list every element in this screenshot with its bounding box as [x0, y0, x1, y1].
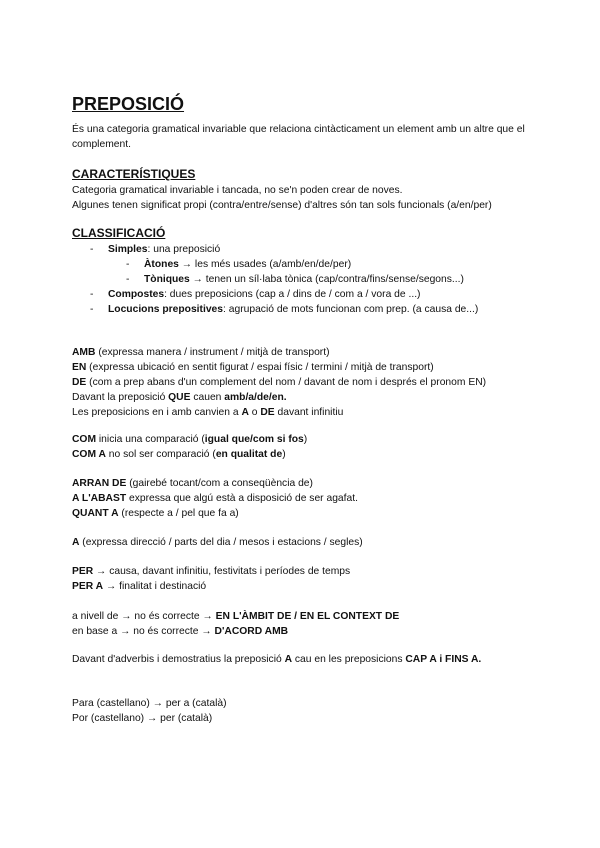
line-per-a [72, 579, 542, 594]
line-com-a [72, 447, 542, 462]
line-abast [72, 491, 542, 506]
term-que: QUE [168, 392, 191, 403]
section-usos [72, 345, 542, 420]
text-com-a: no sol ser comparació ( [105, 449, 216, 460]
line-per [72, 564, 542, 579]
section-com [72, 432, 542, 462]
classificacio-list [72, 242, 542, 317]
list-item-simples [72, 242, 542, 287]
line-por: Por (castellano) → per (català) [72, 713, 213, 724]
text-atones: → les més usades (a/amb/en/de/per) [178, 259, 352, 270]
list-item-locucions [72, 302, 542, 317]
term-atones: Àtones [144, 259, 179, 270]
intro-text: És una categoria gramatical invariable que relaciona cintàcticament un element amb un altre que el complement. [72, 124, 525, 150]
text-com-a-end: ) [282, 449, 286, 460]
text-com: inicia una comparació ( [96, 434, 205, 445]
term-com: COM [72, 434, 97, 445]
caracteristiques-line-1: Categoria gramatical invariable i tancada, no se'n poden crear de noves. [72, 185, 403, 196]
text-abast: expressa que algú està a disposició de ser agafat. [126, 493, 358, 504]
text-nivell: a nivell de → no és correcte → [72, 611, 216, 622]
bold-adverbis: CAP A i FINS A. [405, 654, 482, 665]
caracteristiques-line-2: Algunes tenen significat propi (contra/entre/sense) d'altres són tan sols funcionals (a/en/per) [72, 200, 492, 211]
term-en: EN [72, 362, 87, 373]
line-canvien [72, 405, 542, 420]
line-de [72, 375, 542, 390]
term-toniques: Tòniques [144, 274, 190, 285]
line-adverbis [72, 652, 542, 667]
line-a [72, 535, 542, 550]
text-en: (expressa ubicació en sentit figurat / espai físic / termini / mitjà de transport) [86, 362, 434, 373]
term-amb: AMB [72, 347, 96, 358]
text-de: (com a prep abans d'un complement del nom / davant de nom i després el pronom EN) [86, 377, 487, 388]
term-compostes: Compostes [108, 289, 165, 300]
term-de: DE [72, 377, 87, 388]
line-arran [72, 476, 542, 491]
term-canvien-a: A [241, 407, 249, 418]
list-item-toniques [108, 272, 542, 287]
line-davant-que [72, 390, 542, 405]
section-arran [72, 476, 542, 521]
text-canvien-o: o [248, 407, 261, 418]
section-classificacio [72, 225, 542, 317]
section-adverbis [72, 652, 542, 667]
heading-caracteristiques: CARACTERÍSTIQUES [72, 167, 196, 181]
text-quant: (respecte a / pel que fa a) [118, 508, 239, 519]
text-canvien-pre: Les preposicions en i amb canvien a [72, 407, 242, 418]
bold-nivell: EN L'ÀMBIT DE / EN EL CONTEXT DE [215, 611, 400, 622]
section-caracteristiques [72, 166, 542, 213]
term-a: A [72, 537, 80, 548]
bold-com: igual que/com si fos [204, 434, 304, 445]
section-a [72, 535, 542, 550]
list-item-atones [108, 257, 542, 272]
text-amb: (expressa manera / instrument / mitjà de transport) [95, 347, 330, 358]
section-castella [72, 696, 542, 726]
term-per-a: PER A [72, 581, 104, 592]
text-per: → causa, davant infinitiu, festivitats i períodes de temps [93, 566, 351, 577]
line-en [72, 360, 542, 375]
term-quant: QUANT A [72, 508, 119, 519]
list-item-compostes [72, 287, 542, 302]
text-davant-mid: cauen [190, 392, 225, 403]
line-quant [72, 506, 542, 521]
line-base [72, 624, 542, 639]
text-simples: : una preposició [147, 244, 221, 255]
line-nivell [72, 609, 542, 624]
line-amb [72, 345, 542, 360]
term-per: PER [72, 566, 94, 577]
text-a: (expressa direcció / parts del dia / mesos i estacions / segles) [79, 537, 363, 548]
term-adverbis-a: A [284, 654, 293, 665]
line-para: Para (castellano) → per a (català) [72, 698, 227, 709]
heading-classificacio: CLASSIFICACIÓ [72, 226, 166, 240]
bold-base: D'ACORD AMB [214, 626, 289, 637]
text-toniques: → tenen un síl·laba tònica (cap/contra/fins/sense/segons...) [189, 274, 464, 285]
text-locucions: : agrupació de mots funcionan com prep. (a causa de...) [223, 304, 479, 315]
text-canvien-post: davant infinitiu [274, 407, 344, 418]
text-compostes: : dues preposicions (cap a / dins de / com a / vora de ...) [164, 289, 421, 300]
term-arran: ARRAN DE [72, 478, 127, 489]
text-arran: (gairebé tocant/com a conseqüència de) [126, 478, 313, 489]
term-canvien-de: DE [260, 407, 275, 418]
text-adverbis-mid: cau en les preposicions [292, 654, 406, 665]
bold-com-a: en qualitat de [215, 449, 283, 460]
text-base: en base a → no és correcte → [72, 626, 215, 637]
term-abast: A L'ABAST [72, 493, 127, 504]
line-com [72, 432, 542, 447]
page-title: PREPOSICIÓ [72, 94, 185, 114]
text-davant-pre: Davant la preposició [72, 392, 169, 403]
text-per-a: → finalitat i destinació [103, 581, 207, 592]
intro-paragraph [72, 122, 542, 152]
text-adverbis-pre: Davant d'adverbis i demostratius la preposició [72, 654, 285, 665]
term-davant-list: amb/a/de/en. [224, 392, 287, 403]
term-locucions: Locucions prepositives [108, 304, 224, 315]
simples-sublist [108, 257, 542, 287]
text-com-end: ) [303, 434, 308, 445]
term-simples: Simples [108, 244, 148, 255]
section-nivell [72, 609, 542, 639]
term-com-a: COM A [72, 449, 106, 460]
section-per [72, 564, 542, 594]
